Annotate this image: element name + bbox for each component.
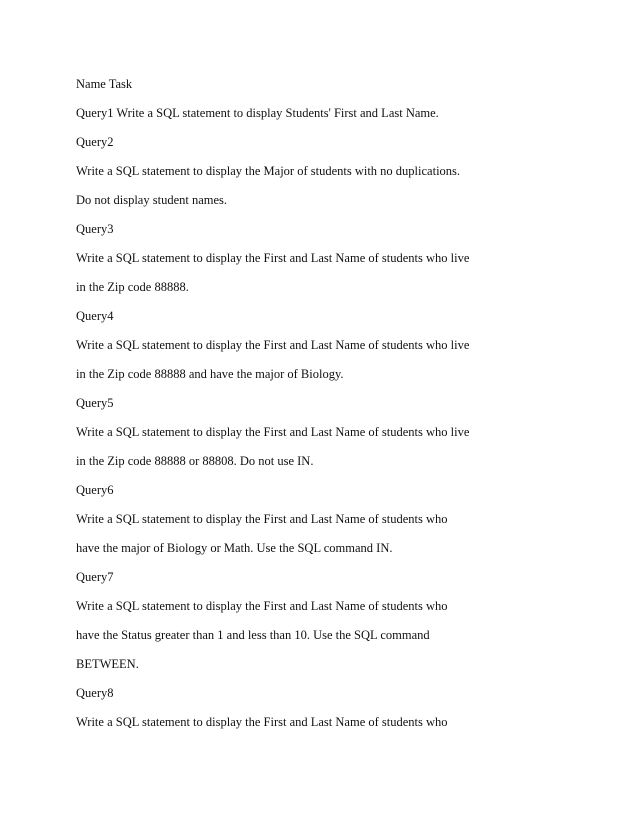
query7-heading: Query7 [76, 570, 114, 584]
query8-text-1: Write a SQL statement to display the First and Last Name of students who [76, 715, 448, 729]
query3-text-1: Write a SQL statement to display the First and Last Name of students who live [76, 251, 470, 265]
query3-heading: Query3 [76, 222, 114, 236]
query7-text-2: have the Status greater than 1 and less than 10. Use the SQL command [76, 628, 430, 642]
query5-heading: Query5 [76, 396, 114, 410]
query4-heading: Query4 [76, 309, 114, 323]
query7-text-3: BETWEEN. [76, 657, 139, 671]
query1-line: Query1 Write a SQL statement to display Students' First and Last Name. [76, 106, 439, 120]
query5-text-1: Write a SQL statement to display the First and Last Name of students who live [76, 425, 470, 439]
query4-text-2: in the Zip code 88888 and have the major of Biology. [76, 367, 344, 381]
query7-text-1: Write a SQL statement to display the First and Last Name of students who [76, 599, 448, 613]
document-body [76, 70, 596, 737]
header-line: Name Task [76, 77, 133, 91]
query5-text-2: in the Zip code 88888 or 88808. Do not use IN. [76, 454, 314, 468]
query6-text-1: Write a SQL statement to display the First and Last Name of students who [76, 512, 448, 526]
query2-text-2: Do not display student names. [76, 193, 228, 207]
query2-text-1: Write a SQL statement to display the Major of students with no duplications. [76, 164, 461, 178]
query3-text-2: in the Zip code 88888. [76, 280, 189, 294]
query6-text-2: have the major of Biology or Math. Use the SQL command IN. [76, 541, 393, 555]
query8-heading: Query8 [76, 686, 114, 700]
query4-text-1: Write a SQL statement to display the First and Last Name of students who live [76, 338, 470, 352]
query6-heading: Query6 [76, 483, 114, 497]
query2-heading: Query2 [76, 135, 114, 149]
